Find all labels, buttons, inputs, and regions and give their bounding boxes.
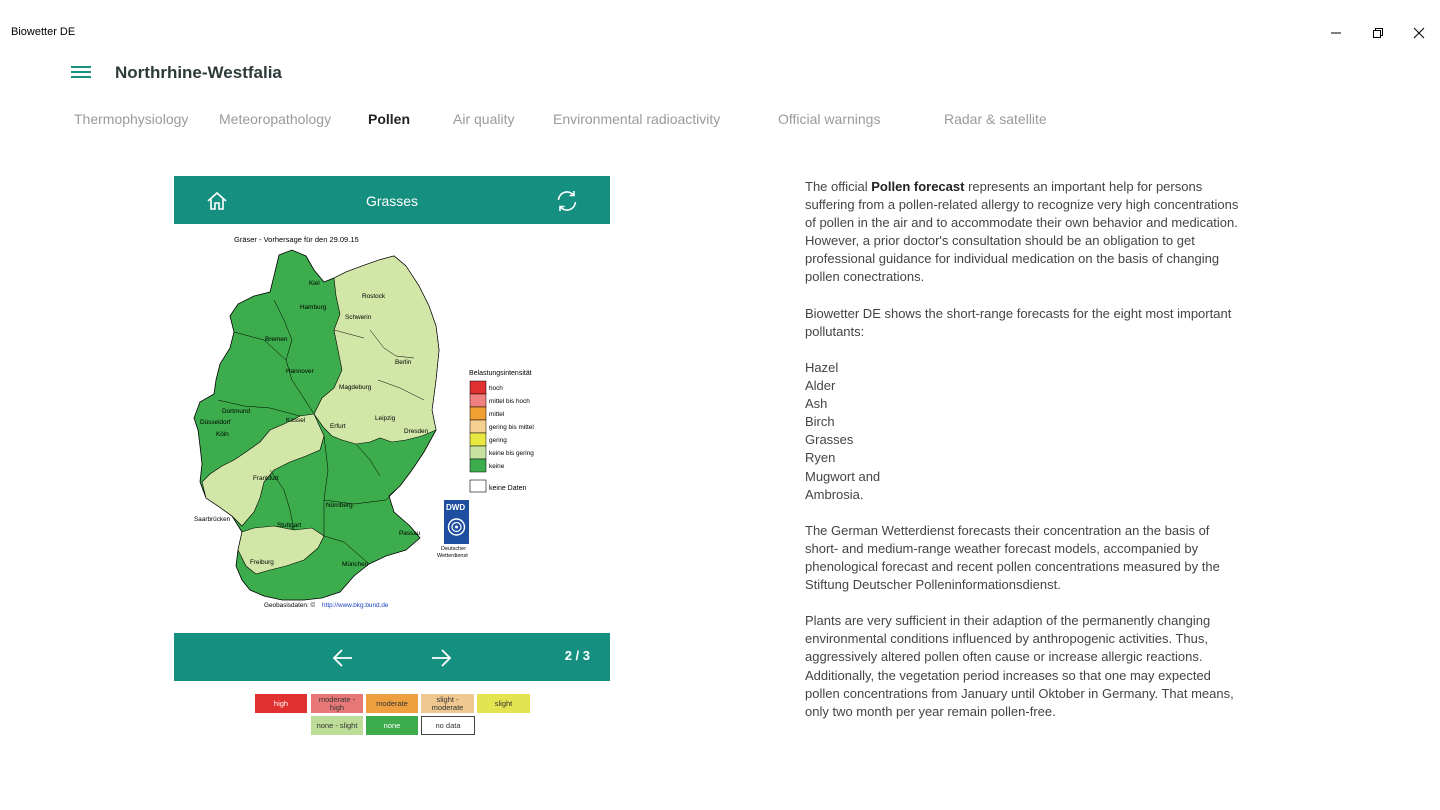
city-label: Stuttgart xyxy=(277,522,302,529)
legend-label: gering bis mittel xyxy=(489,424,534,431)
restore-icon xyxy=(1372,27,1384,39)
list-item: Hazel xyxy=(805,359,839,375)
city-label: Erfurt xyxy=(330,423,346,430)
city-label: Kiel xyxy=(309,280,320,287)
pollen-type-title: Grasses xyxy=(365,193,419,209)
city-label: Rostock xyxy=(362,293,386,300)
scale-chip-none: none xyxy=(366,716,418,735)
pollen-description xyxy=(805,178,1245,739)
germany-pollen-map xyxy=(174,230,610,620)
page-title: Northrhine-Westfalia xyxy=(115,63,282,82)
tab-official-warnings[interactable]: Official warnings xyxy=(778,111,881,127)
list-item: Grasses xyxy=(805,432,854,448)
city-label: Magdeburg xyxy=(339,384,372,391)
map-legend xyxy=(470,381,534,492)
arrow-left-icon xyxy=(330,645,356,671)
minimize-button[interactable] xyxy=(1325,22,1347,44)
city-label: Schwerin xyxy=(345,314,372,321)
city-label: Saarbrücken xyxy=(194,516,231,523)
city-label: München xyxy=(342,561,369,568)
dwd-caption: Deutscher xyxy=(441,546,467,552)
app-title: Biowetter DE xyxy=(11,26,76,38)
refresh-button[interactable] xyxy=(554,188,580,214)
city-label: Düsseldorf xyxy=(200,419,231,426)
city-label: Freiburg xyxy=(250,559,274,566)
close-icon xyxy=(1413,27,1425,39)
city-label: Hannover xyxy=(286,368,314,375)
scale-chip-slight: slight xyxy=(477,694,530,713)
page-indicator: 2 / 3 xyxy=(564,648,590,663)
tab-meteoropathology[interactable]: Meteoropathology xyxy=(219,111,332,127)
pollen-map xyxy=(174,230,610,620)
arrow-right-icon xyxy=(428,645,454,671)
tab-air-quality[interactable]: Air quality xyxy=(453,111,515,127)
list-item: Ambrosia. xyxy=(805,486,864,502)
legend-label: keine xyxy=(489,463,505,470)
description-paragraph: Biowetter DE shows the short-range forecasts for the eight most important pollutants: xyxy=(805,305,1232,339)
refresh-icon xyxy=(554,188,580,214)
list-item: Ash xyxy=(805,396,828,412)
legend-label: gering xyxy=(489,437,507,444)
tab-environmental-radioactivity[interactable]: Environmental radioactivity xyxy=(553,111,721,127)
city-label: Passau xyxy=(399,530,421,537)
city-label: Hamburg xyxy=(300,304,327,311)
pollutant-list xyxy=(805,359,1245,504)
restore-button[interactable] xyxy=(1367,22,1389,44)
pollen-card-footer xyxy=(174,633,610,681)
description-intro: The official Pollen forecast represents an important help for persons suffering from a pollen-related allergy to recognize very high concentrations of pollen in the air and to accommodate their own behavior and medication. However, a prior doctor's consultation should be an obligation to get professional guidance for individual medication on the basis of changing pollen conectrations. xyxy=(805,179,1239,285)
city-label: Nürnberg xyxy=(326,502,353,509)
city-label: Dresden xyxy=(404,428,429,435)
pollen-card-header xyxy=(174,176,610,224)
scale-chip-moderate-high: moderate - high xyxy=(311,694,363,713)
scale-chip-none-slight: none - slight xyxy=(311,716,363,735)
scale-chip-slight-moderate: slight - moderate xyxy=(421,694,474,713)
city-label: Leipzig xyxy=(375,415,396,422)
minimize-icon xyxy=(1330,27,1342,39)
list-item: Mugwort and xyxy=(805,468,881,484)
legend-label: hoch xyxy=(489,385,503,392)
list-item: Ryen xyxy=(805,450,836,466)
next-button[interactable] xyxy=(428,645,454,671)
city-label: Berlin xyxy=(395,359,412,366)
dwd-caption: Wetterdienst xyxy=(437,553,468,559)
tab-thermophysiology[interactable]: Thermophysiology xyxy=(74,111,189,127)
tab-pollen[interactable]: Pollen xyxy=(368,111,411,127)
city-label: Köln xyxy=(216,431,229,438)
menu-button[interactable] xyxy=(71,66,91,80)
legend-label: mittel bis hoch xyxy=(489,398,530,405)
map-title: Gräser - Vorhersage für den 29.09.15 xyxy=(234,235,359,244)
title-bar xyxy=(0,0,1440,64)
list-item: Birch xyxy=(805,414,835,430)
scale-chip-high: high xyxy=(255,694,307,713)
previous-button[interactable] xyxy=(330,645,356,671)
legend-label: keine Daten xyxy=(489,485,527,492)
description-paragraph: Plants are very sufficient in their adaption of the permanently changing environmental conditions influenced by anthropogenic activities. Thus, aggressively altered pollen often cause or increase allergic reactions. Additionally, the vegetation period increases so that one may expected pollen concentrations from January until Oktober in Germany. That means, only two month per year remain pollen-free. xyxy=(805,613,1234,719)
scale-chip-no-data: no data xyxy=(421,716,475,735)
legend-title: Belastungsintensität xyxy=(469,370,532,377)
legend-label: mittel xyxy=(489,411,505,418)
description-paragraph: The German Wetterdienst forecasts their concentration an the basis of short- and medium-range weather forecast models, accompanied by phenological forecast and recent pollen concentrations measured by the Stiftung Deutscher Polleninformationsdienst. xyxy=(805,522,1220,593)
tab-radar-satellite[interactable]: Radar & satellite xyxy=(944,111,1047,127)
city-label: Kassel xyxy=(286,417,306,424)
city-label: Bremen xyxy=(265,336,288,343)
city-label: Dortmund xyxy=(222,408,251,415)
map-source-link[interactable]: http://www.bkg.bund.de xyxy=(322,602,389,609)
scale-chip-moderate: moderate xyxy=(366,694,418,713)
city-label: Frankfurt xyxy=(253,475,279,482)
svg-text:DWD: DWD xyxy=(446,503,466,512)
close-button[interactable] xyxy=(1408,22,1430,44)
list-item: Alder xyxy=(805,378,836,394)
map-source: Geobasisdaten: © xyxy=(264,602,316,609)
legend-label: keine bis gering xyxy=(489,450,534,457)
dwd-logo xyxy=(444,500,469,544)
